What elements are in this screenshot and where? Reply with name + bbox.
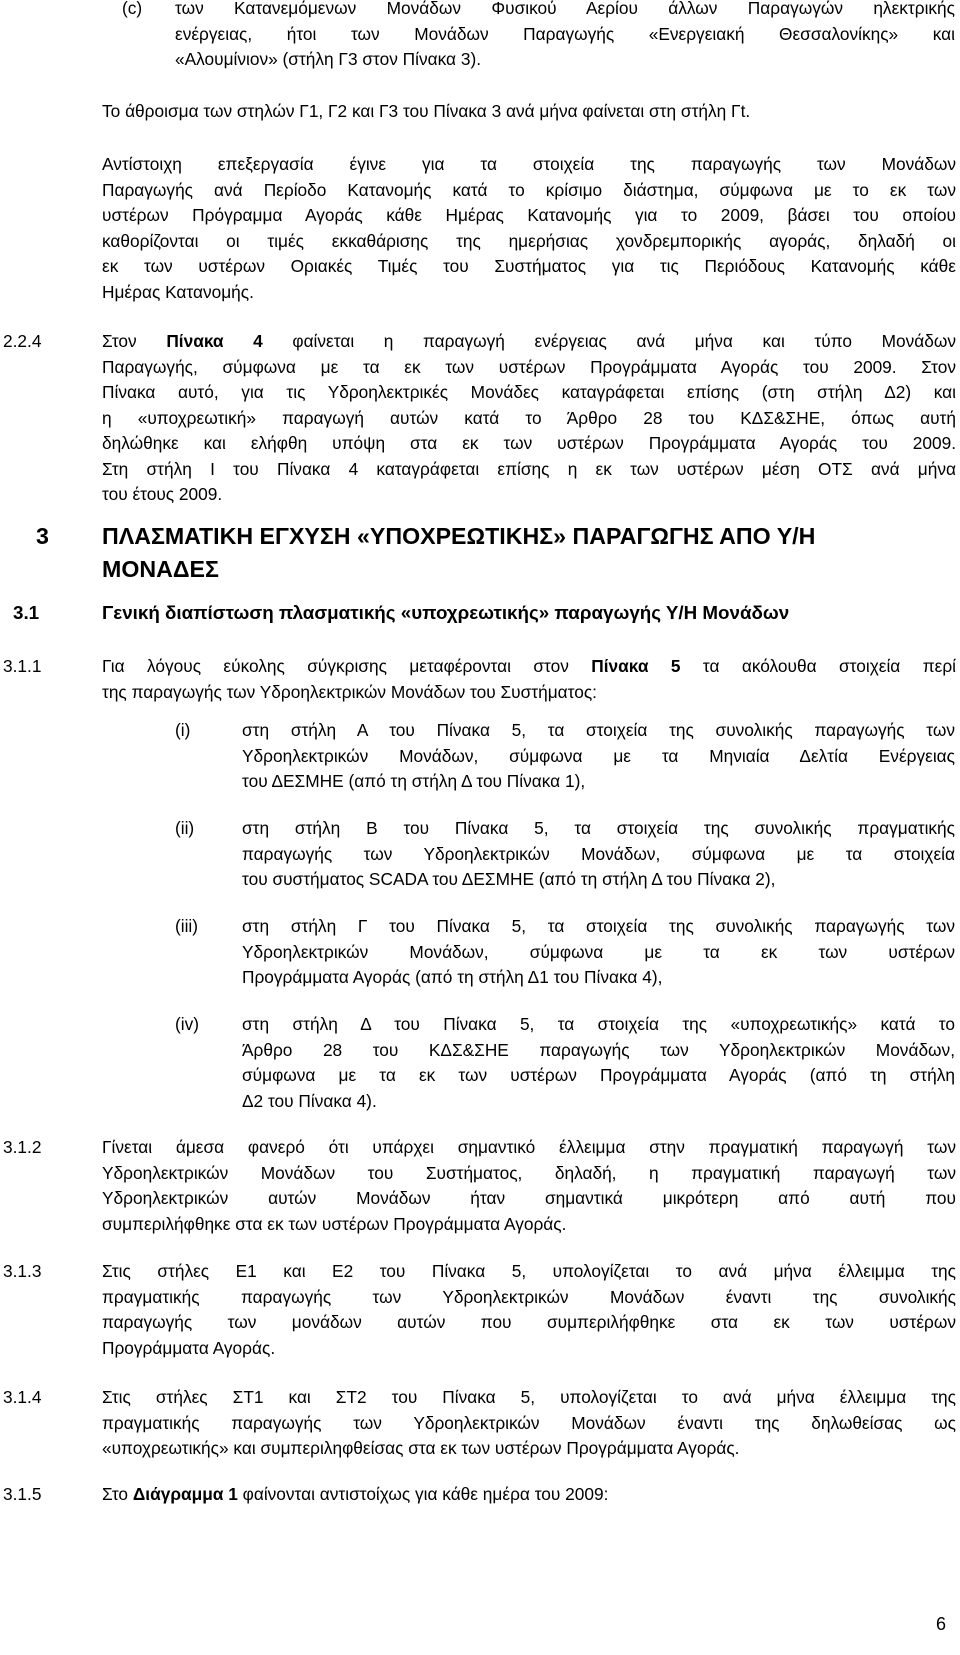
section-3-1-title: Γενική διαπίστωση πλασματικής «υποχρεωτικής» παραγωγής Υ/Η Μονάδων: [102, 602, 790, 623]
section-number: 3.1.5: [3, 1484, 42, 1504]
list-item: στη στήλη Δ του Πίνακα 5, τα στοιχεία της «υποχρεωτικής» κατά το Άρθρο 28 του ΚΔΣ&ΣΗΕ παραγωγής των Υδροηλεκτρικών Μονάδων, σύμφωνα με τα εκ των υστέρων Προγράμματα Αγοράς (από τη στήλη Δ2 του Πίνακα 4).: [242, 1014, 955, 1111]
list-item: στη στήλη Α του Πίνακα 5, τα στοιχεία της συνολικής παραγωγής των Υδροηλεκτρικών Μονάδων, σύμφωνα με τα Μηνιαία Δελτία Ενέργειας του ΔΕΣΜΗΕ (από τη στήλη Δ του Πίνακα 1),: [242, 720, 955, 791]
paragraph-3-1-3: Στις στήλες Ε1 και Ε2 του Πίνακα 5, υπολογίζεται το ανά μήνα έλλειμμα της πραγματικής παραγωγής των Υδροηλεκτρικών Μονάδων έναντι της συνολικής παραγωγής των μονάδων αυτών που συμπεριλήφθηκε στα εκ των υστέρων Προγράμματα Αγοράς.: [102, 1261, 956, 1358]
paragraph-line: Πίνακα αυτό, για τις Υδροηλεκτρικές Μονάδες καταγράφεται επίσης (στη στήλη Δ2) και: [102, 382, 956, 402]
item-c-line: «Αλουμίνιον» (στήλη Γ3 στον Πίνακα 3).: [175, 49, 481, 69]
paragraph-line: υστέρων Πρόγραμμα Αγοράς κάθε Ημέρας Κατανομής για το 2009, βάσει του οποίου: [102, 205, 956, 225]
paragraph-line: Ημέρας Κατανομής.: [102, 281, 254, 302]
paragraph-line: Στον Πίνακα 4 φαίνεται η παραγωγή ενέργειας ανά μήνα και τύπο Μονάδων: [102, 331, 956, 351]
paragraph-line: Παραγωγής ανά Περίοδο Κατανομής κατά το κρίσιμο διάστημα, σύμφωνα με το εκ των: [102, 179, 956, 200]
section-number: 3.1.4: [3, 1387, 42, 1407]
list-item-label: (ii): [175, 818, 195, 838]
page-number: 6: [935, 1614, 946, 1634]
section-3-number: 3: [36, 523, 49, 549]
section-3-title: ΠΛΑΣΜΑΤΙΚΗ ΕΓΧΥΣΗ «ΥΠΟΧΡΕΩΤΙΚΗΣ» ΠΑΡΑΓΩΓΗΣ ΑΠΟ Υ/Η ΜΟΝΑΔΕΣ: [102, 523, 816, 582]
list-item-label: (iii): [175, 916, 199, 936]
paragraph-line: Παραγωγής, σύμφωνα με τα εκ των υστέρων Προγράμματα Αγοράς του 2009. Στον: [102, 356, 956, 377]
paragraph-line: δηλώθηκε και ελήφθη υπόψη στα εκ των υστέρων Προγράμματα Αγοράς του 2009.: [102, 433, 956, 453]
list-item: στη στήλη Γ του Πίνακα 5, τα στοιχεία της συνολικής παραγωγής των Υδροηλεκτρικών Μονάδων, σύμφωνα με τα εκ των υστέρων Προγράμματα Αγοράς (από τη στήλη Δ1 του Πίνακα 4),: [242, 916, 955, 987]
sum-sentence: Το άθροισμα των στηλών Γ1, Γ2 και Γ3 του Πίνακα 3 ανά μήνα φαίνεται στη στήλη Γt.: [102, 101, 751, 121]
paragraph-line: της παραγωγής των Υδροηλεκτρικών Μονάδων του Συστήματος:: [102, 681, 597, 702]
paragraph-line: του έτους 2009.: [102, 484, 223, 504]
list-item: στη στήλη Β του Πίνακα 5, τα στοιχεία της συνολικής πραγματικής παραγωγής των Υδροηλεκτρικών Μονάδων, σύμφωνα με τα στοιχεία του συστήματος SCADA του ΔΕΣΜΗΕ (από τη στήλη Δ του Πίνακα 2),: [242, 818, 955, 889]
table-4-reference: Πίνακα 4: [166, 331, 263, 351]
diagram-1-reference: Διάγραμμα 1: [132, 1484, 238, 1504]
paragraph-2-2-4: [102, 329, 956, 508]
item-c-text: [175, 0, 955, 73]
table-5-reference: Πίνακα 5: [591, 656, 681, 676]
paragraph-3-1-1: [102, 654, 956, 705]
section-number: 3.1.2: [3, 1137, 42, 1157]
item-c-line: των Κατανεμόμενων Μονάδων Φυσικού Αερίου άλλων Παραγωγών ηλεκτρικής: [175, 0, 955, 18]
paragraph-line: η «υποχρεωτική» παραγωγή αυτών κατά το Άρθρο 28 του ΚΔΣ&ΣΗΕ, όπως αυτή: [102, 407, 956, 428]
paragraph-line: καθορίζονται οι τιμές εκκαθάρισης της ημερήσιας χονδρεμπορικής αγοράς, δηλαδή οι: [102, 230, 956, 251]
list-item-label: (i): [175, 720, 191, 740]
paragraph-3-1-4: Στις στήλες ΣΤ1 και ΣΤ2 του Πίνακα 5, υπολογίζεται το ανά μήνα έλλειμμα της πραγματικής παραγωγής των Υδροηλεκτρικών Μονάδων έναντι της δηλωθείσας ως «υποχρεωτικής» και συμπεριληφθείσας στα εκ των υστέρων Προγράμματα Αγοράς.: [102, 1387, 956, 1458]
paragraph-line: Αντίστοιχη επεξεργασία έγινε για τα στοιχεία της παραγωγής των Μονάδων: [102, 154, 956, 174]
paragraph-line: εκ των υστέρων Οριακές Τιμές του Συστήματος για τις Περιόδους Κατανομής κάθε: [102, 256, 956, 276]
processing-paragraph: [102, 152, 956, 305]
item-c-label: (c): [122, 0, 143, 18]
paragraph-3-1-2: Γίνεται άμεσα φανερό ότι υπάρχει σημαντικό έλλειμμα στην πραγματική παραγωγή των Υδροηλεκτρικών Μονάδων του Συστήματος, δηλαδή, η πραγματική παραγωγή των Υδροηλεκτρικών αυτών Μονάδων ήταν σημαντικά μικρότερη από αυτή που συμπεριλήφθηκε στα εκ των υστέρων Προγράμματα Αγοράς.: [102, 1137, 956, 1234]
paragraph-line: Για λόγους εύκολης σύγκρισης μεταφέρονται στον Πίνακα 5 τα ακόλουθα στοιχεία περί: [102, 656, 956, 676]
list-item-label: (iv): [175, 1014, 199, 1034]
section-number: 3.1.3: [3, 1261, 42, 1281]
paragraph-3-1-5: Στο Διάγραμμα 1 φαίνονται αντιστοίχως για κάθε ημέρα του 2009:: [102, 1484, 609, 1504]
section-3-1-number: 3.1: [13, 602, 40, 623]
section-number: 2.2.4: [3, 331, 42, 351]
section-number: 3.1.1: [3, 656, 42, 676]
paragraph-line: Στη στήλη Ι του Πίνακα 4 καταγράφεται επίσης η εκ των υστέρων μέση ΟΤΣ ανά μήνα: [102, 458, 956, 479]
item-c-line: ενέργειας, ήτοι των Μονάδων Παραγωγής «Ενεργειακή Θεσσαλονίκης» και: [175, 23, 955, 44]
